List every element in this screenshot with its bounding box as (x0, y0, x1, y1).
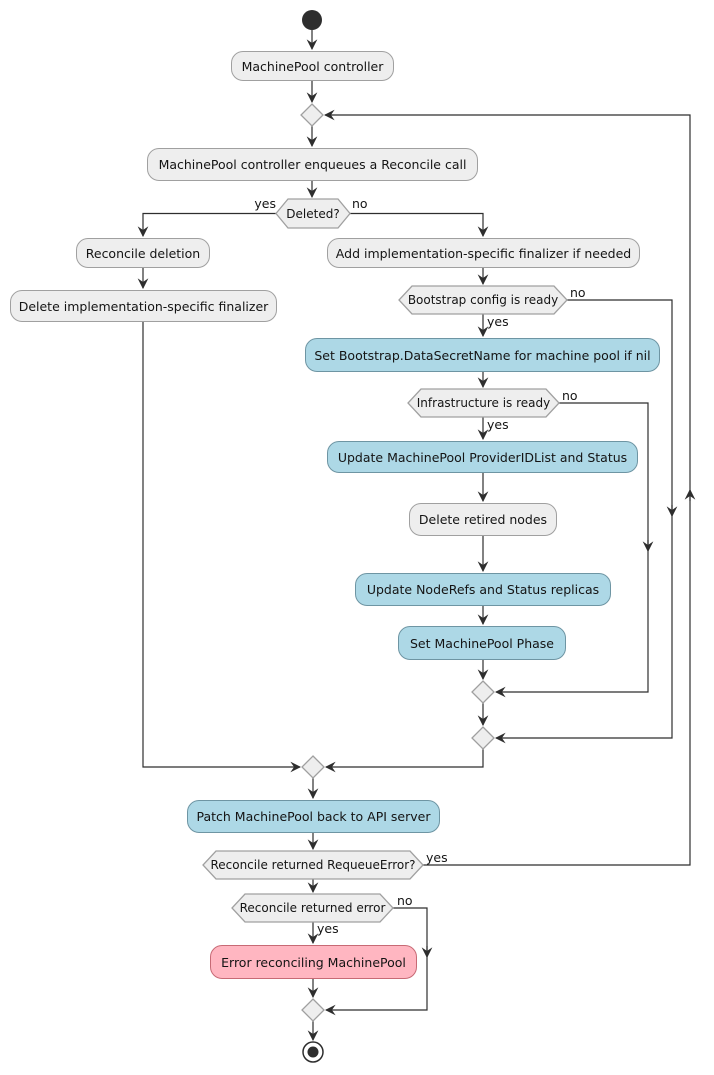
branch-label-bootstrap-no: no (570, 285, 586, 300)
merge-diamond-bootstrap (472, 727, 494, 749)
activity-delete-finalizer: Delete implementation-specific finalizer (10, 290, 277, 322)
branch-label-requeue-yes: yes (426, 850, 448, 865)
decision-error-label: Reconcile returned error (239, 901, 386, 915)
branch-label-deleted-no: no (352, 196, 368, 211)
activity-set-machinepool-phase: Set MachinePool Phase (398, 626, 566, 660)
edge-requeue-yes-loop (325, 115, 690, 865)
branch-label-infra-yes: yes (487, 417, 509, 432)
activity-add-finalizer: Add implementation-specific finalizer if needed (327, 238, 640, 268)
branch-label-infra-no: no (562, 388, 578, 403)
merge-diamond-final (302, 999, 324, 1021)
decision-deleted-shape (276, 199, 350, 228)
decision-deleted-label: Deleted? (286, 206, 340, 221)
decision-infra-label: Infrastructure is ready (416, 396, 551, 410)
decision-requeue-label: Reconcile returned RequeueError? (210, 858, 416, 872)
merge-diamond-infra (472, 681, 494, 703)
edge-delete-finalizer-merge3 (143, 322, 300, 767)
activity-machinepool-controller: MachinePool controller (231, 51, 394, 81)
activity-patch-machinepool: Patch MachinePool back to API server (187, 800, 440, 833)
edge-deleted-yes (143, 214, 276, 237)
start-node (302, 10, 322, 30)
activity-delete-retired-nodes: Delete retired nodes (409, 503, 557, 536)
branch-label-error-no: no (397, 893, 413, 908)
decision-requeue-shape (203, 851, 423, 879)
activity-set-bootstrap-datasecret: Set Bootstrap.DataSecretName for machine pool if nil (305, 338, 660, 372)
merge-diamond-top (301, 104, 323, 126)
end-node-dot (308, 1047, 319, 1058)
decision-bootstrap-label: Bootstrap config is ready (407, 293, 559, 307)
edge-deleted-no (350, 214, 483, 237)
decision-infra-shape (408, 389, 559, 417)
activity-update-noderefs: Update NodeRefs and Status replicas (355, 573, 611, 606)
branch-label-deleted-yes: yes (254, 196, 276, 211)
decision-error-shape (232, 894, 393, 922)
activity-update-provideridlist: Update MachinePool ProviderIDList and Status (327, 441, 638, 473)
activity-error-reconciling: Error reconciling MachinePool (210, 945, 417, 979)
activity-reconcile-deletion: Reconcile deletion (76, 238, 210, 268)
activity-enqueue-reconcile: MachinePool controller enqueues a Reconcile call (147, 148, 478, 181)
decision-bootstrap-shape (399, 286, 567, 314)
branch-label-error-yes: yes (317, 921, 339, 936)
branch-label-bootstrap-yes: yes (487, 314, 509, 329)
edge-merge2-merge3 (326, 749, 483, 767)
merge-diamond-branches (302, 756, 324, 778)
